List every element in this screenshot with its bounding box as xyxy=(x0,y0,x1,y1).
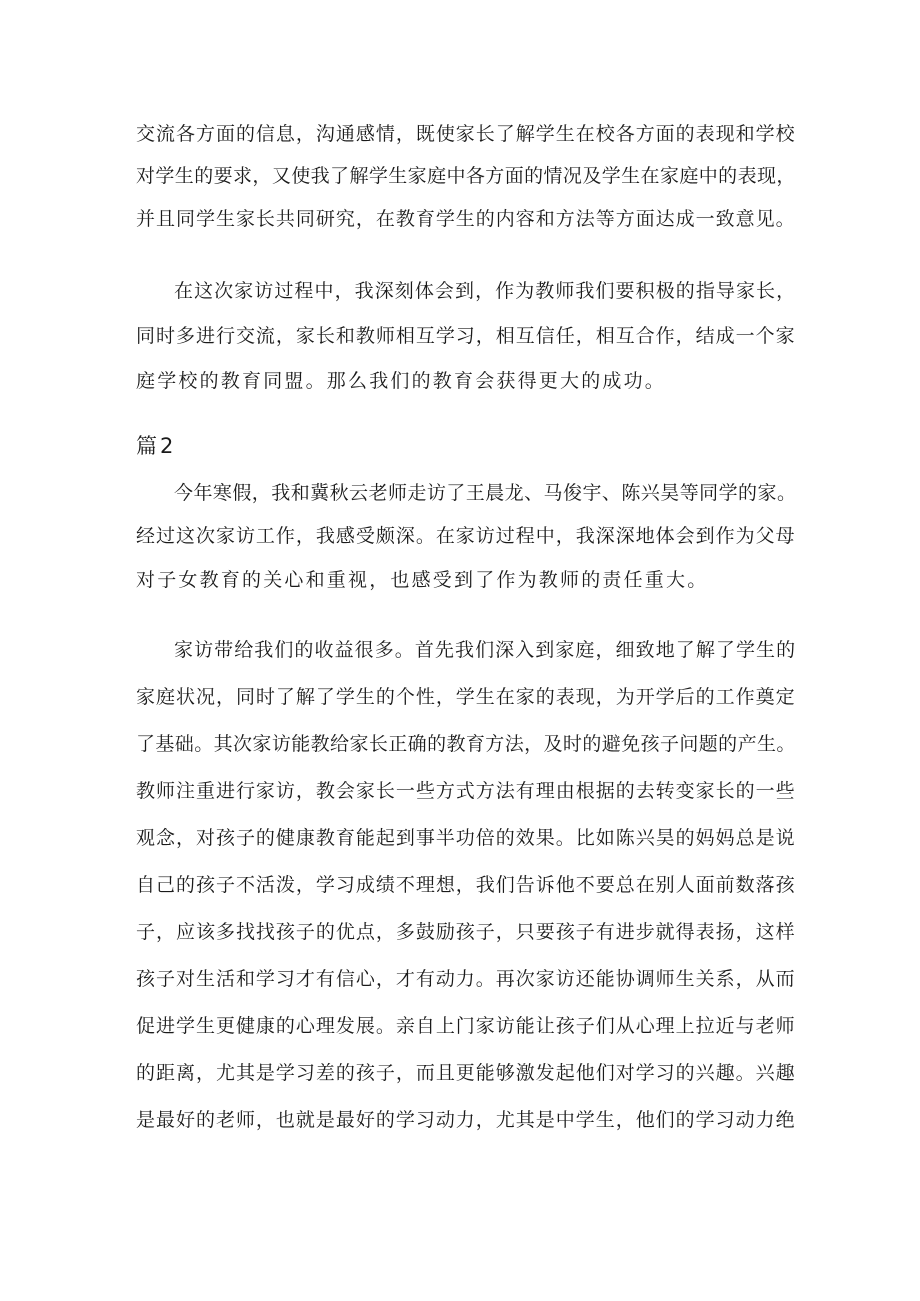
paragraph-line: 是最好的老师，也就是最好的学习动力，尤其是中学生，他们的学习动力绝 xyxy=(136,1109,796,1131)
paragraph-line: 子，应该多找找孩子的优点，多鼓励孩子，只要孩子有进步就得表扬，这样 xyxy=(136,921,796,943)
paragraph-line: 孩子对生活和学习才有信心，才有动力。再次家访还能协调师生关系，从而 xyxy=(136,968,796,990)
section-heading: 篇2 xyxy=(136,434,177,458)
paragraph-line: 家访带给我们的收益很多。首先我们深入到家庭，细致地了解了学生的 xyxy=(174,639,797,661)
paragraph-line: 自己的孩子不活泼，学习成绩不理想，我们告诉他不要总在别人面前数落孩 xyxy=(136,874,796,896)
paragraph-line: 家庭状况，同时了解了学生的个性，学生在家的表现，为开学后的工作奠定 xyxy=(136,686,796,708)
paragraph-line: 了基础。其次家访能教给家长正确的教育方法，及时的避免孩子问题的产生。 xyxy=(136,733,796,755)
paragraph-line: 交流各方面的信息，沟通感情，既使家长了解学生在校各方面的表现和学校 xyxy=(136,123,796,145)
paragraph-line: 今年寒假，我和冀秋云老师走访了王晨龙、马俊宇、陈兴昊等同学的家。 xyxy=(174,482,797,504)
paragraph-line: 的距离，尤其是学习差的孩子，而且更能够激发起他们对学习的兴趣。兴趣 xyxy=(136,1062,796,1084)
paragraph-line: 对学生的要求，又使我了解学生家庭中各方面的情况及学生在家庭中的表现， xyxy=(136,165,796,187)
paragraph-line: 观念，对孩子的健康教育能起到事半功倍的效果。比如陈兴昊的妈妈总是说 xyxy=(136,827,796,849)
paragraph-line: 教师注重进行家访，教会家长一些方式方法有理由根据的去转变家长的一些 xyxy=(136,780,796,802)
paragraph-line: 经过这次家访工作，我感受颇深。在家访过程中，我深深地体会到作为父母 xyxy=(136,525,796,547)
paragraph-line: 并且同学生家长共同研究，在教育学生的内容和方法等方面达成一致意见。 xyxy=(136,208,796,230)
paragraph-line: 对子女教育的关心和重视，也感受到了作为教师的责任重大。 xyxy=(136,569,709,591)
paragraph-line: 在这次家访过程中，我深刻体会到，作为教师我们要积极的指导家长， xyxy=(174,280,797,302)
paragraph-line: 庭学校的教育同盟。那么我们的教育会获得更大的成功。 xyxy=(136,370,667,392)
paragraph-line: 同时多进行交流，家长和教师相互学习，相互信任，相互合作，结成一个家 xyxy=(136,325,796,347)
paragraph-line: 促进学生更健康的心理发展。亲自上门家访能让孩子们从心理上拉近与老师 xyxy=(136,1015,796,1037)
